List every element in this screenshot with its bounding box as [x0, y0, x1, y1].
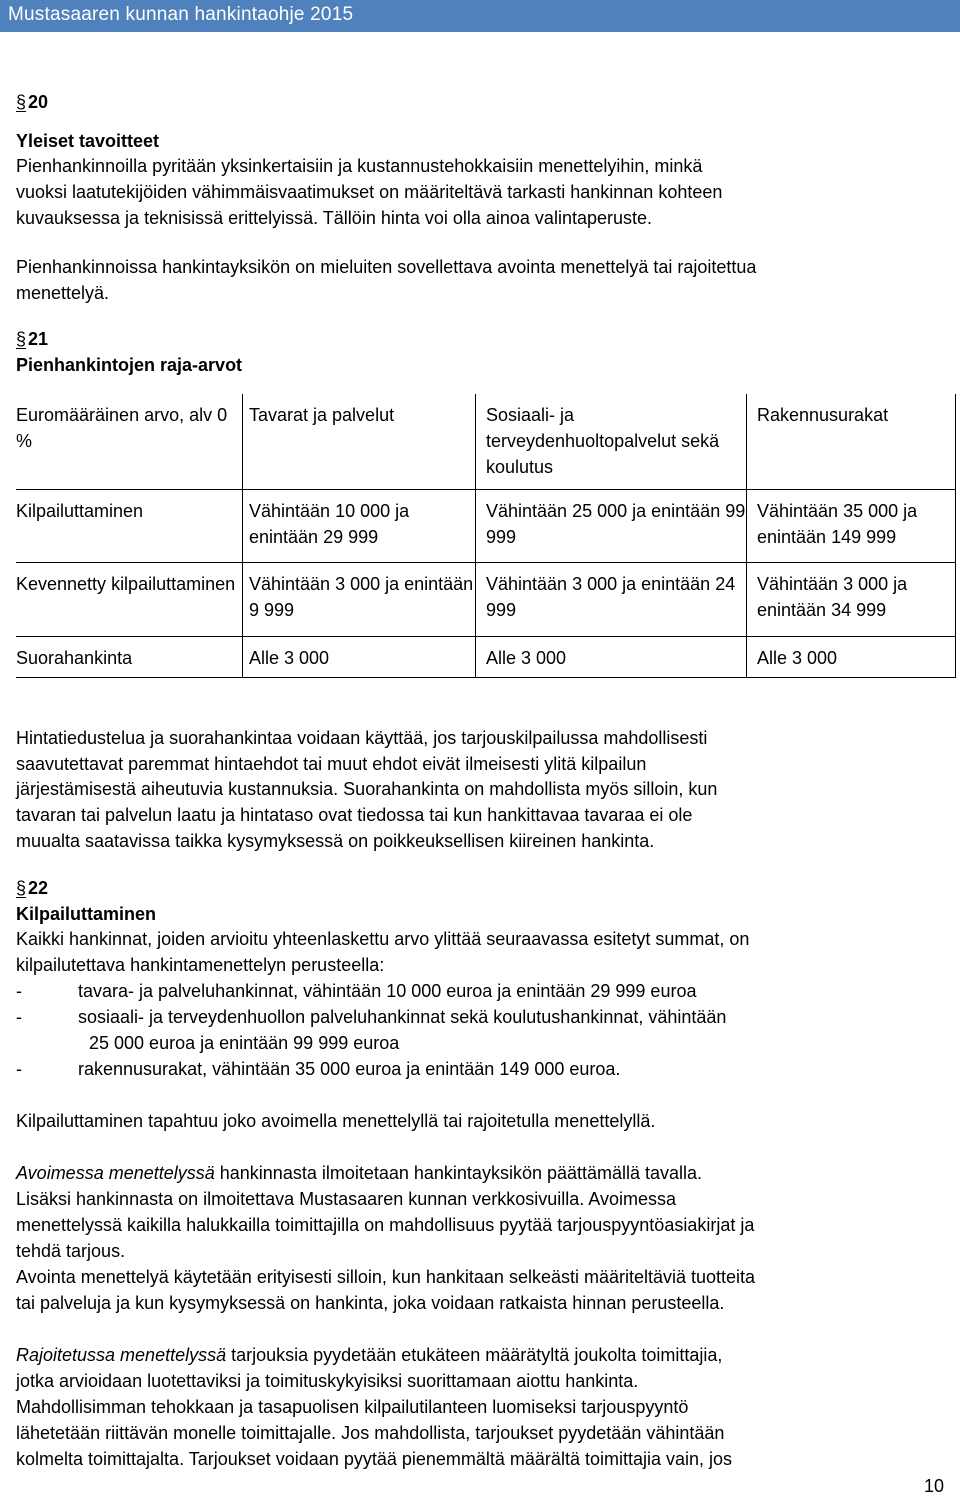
- section-symbol: §: [16, 92, 27, 112]
- threshold-table: [16, 394, 956, 678]
- table-cell: Sosiaali- ja terveydenhuoltopalvelut sekä koulutus: [476, 394, 747, 489]
- table-cell: Suorahankinta: [16, 636, 243, 677]
- paragraph-line: lähetetään riittävän monelle toimittajalle. Jos mahdollista, tarjoukset pyydetään vähintään: [16, 1423, 725, 1443]
- paragraph-line: Hintatiedustelua ja suorahankintaa voidaan käyttää, jos tarjouskilpailussa mahdollisesti: [16, 728, 708, 748]
- list-item-continuation: 25 000 euroa ja enintään 99 999 euroa: [89, 1033, 400, 1053]
- page-number: 10: [923, 1476, 944, 1496]
- section-20-text-line: Pienhankinnoissa hankintayksikön on mieluiten sovellettava avointa menettelyä tai rajoitettua: [16, 257, 757, 277]
- paragraph-line: jotka arvioidaan luotettaviksi ja toimituskykyisiksi suorittamaan aiottu hankinta.: [16, 1371, 639, 1391]
- document-header-bar: [0, 0, 960, 32]
- table-cell: Kevennetty kilpailuttaminen: [16, 562, 243, 636]
- paragraph-line: Lisäksi hankinnasta on ilmoitettava Mustasaaren kunnan verkkosivuilla. Avoimessa: [16, 1189, 677, 1209]
- list-dash: -: [16, 1059, 22, 1079]
- table-cell: Vähintään 3 000 ja enintään 34 999: [747, 562, 956, 636]
- section-20-text-line: kuvauksessa ja teknisissä erittelyissä. Tällöin hinta voi olla ainoa valintaperuste.: [16, 208, 653, 228]
- table-cell: Alle 3 000: [476, 636, 747, 677]
- paragraph-line: Kaikki hankinnat, joiden arvioitu yhteenlaskettu arvo ylittää seuraavassa esitetyt summat, on: [16, 929, 750, 949]
- section-symbol: §: [16, 878, 27, 898]
- paragraph-line: Avointa menettelyä käytetään erityisesti silloin, kun hankitaan selkeästi määriteltäviä tuotteita: [16, 1267, 756, 1287]
- paragraph-line: kolmelta toimittajalta. Tarjoukset voidaan pyytää pienemmältä määrältä toimittajia vain, jos: [16, 1449, 733, 1469]
- section-20-text-line: menettelyä.: [16, 283, 110, 303]
- paragraph-line: saavutettavat paremmat hintaehdot tai muut ehdot eivät ilmeisesti ylitä kilpailun: [16, 754, 647, 774]
- paragraph-line: Rajoitetussa menettelyssä tarjouksia pyydetään etukäteen määrätyltä joukolta toimittajia,: [16, 1345, 723, 1365]
- table-cell: Euromääräinen arvo, alv 0 %: [16, 394, 243, 489]
- table-cell: Alle 3 000: [747, 636, 956, 677]
- table-cell: Vähintään 25 000 ja enintään 99 999: [476, 489, 747, 562]
- paragraph-line: menettelyssä kaikilla halukkailla toimittajilla on mahdollisuus pyytää tarjouspyyntöasiakirjat ja: [16, 1215, 755, 1235]
- table-cell: Vähintään 3 000 ja enintään 24 999: [476, 562, 747, 636]
- list-item: - sosiaali- ja terveydenhuollon palveluhankinnat sekä koulutushankinnat, vähintään: [16, 1004, 726, 1030]
- paragraph-line: tai palveluja ja kun kysymyksessä on hankinta, joka voidaan ratkaista hinnan perusteella.: [16, 1293, 725, 1313]
- section-20-text-line: Pienhankinnoilla pyritään yksinkertaisiin ja kustannustehokkaisiin menettelyihin, minkä: [16, 156, 703, 176]
- section-20-heading: Yleiset tavoitteet: [16, 131, 160, 151]
- paragraph-line: Kilpailuttaminen tapahtuu joko avoimella menettelyllä tai rajoitetulla menettelyllä.: [16, 1111, 656, 1131]
- table-cell: Tavarat ja palvelut: [243, 394, 476, 489]
- paragraph-line: Avoimessa menettelyssä hankinnasta ilmoitetaan hankintayksikön päättämällä tavalla.: [16, 1163, 703, 1183]
- section-22-heading: Kilpailuttaminen: [16, 904, 157, 924]
- section-20-number: § 20: [16, 89, 48, 115]
- paragraph-line: Mahdollisimman tehokkaan ja tasapuolisen kilpailutilanteen luomiseksi tarjouspyyntö: [16, 1397, 689, 1417]
- section-21-number: § 21: [16, 326, 48, 352]
- section-20-text-line: vuoksi laatutekijöiden vähimmäisvaatimukset on määriteltävä tarkasti hankinnan kohteen: [16, 182, 723, 202]
- paragraph-line: järjestämisestä aiheutuvia kustannuksia. Suorahankinta on mahdollista myös silloin, kun: [16, 779, 718, 799]
- list-item: - rakennusurakat, vähintään 35 000 euroa ja enintään 149 000 euroa.: [16, 1056, 620, 1082]
- table-cell: Kilpailuttaminen: [16, 489, 243, 562]
- italic-term: Rajoitetussa menettelyssä: [16, 1345, 227, 1365]
- section-21-heading: Pienhankintojen raja-arvot: [16, 355, 243, 375]
- table-cell: Vähintään 35 000 ja enintään 149 999: [747, 489, 956, 562]
- italic-term: Avoimessa menettelyssä: [16, 1163, 215, 1183]
- list-dash: -: [16, 981, 22, 1001]
- paragraph-line: tehdä tarjous.: [16, 1241, 126, 1261]
- table-row: [16, 562, 956, 636]
- section-22-number: § 22: [16, 875, 48, 901]
- section-symbol: §: [16, 329, 27, 349]
- table-cell: Vähintään 3 000 ja enintään 9 999: [243, 562, 476, 636]
- paragraph-line: muualta saatavissa taikka kysymyksessä on poikkeuksellisen kiireinen hankinta.: [16, 831, 655, 851]
- table-row: [16, 489, 956, 562]
- document-header-title: Mustasaaren kunnan hankintaohje 2015: [8, 4, 354, 25]
- table-cell: Vähintään 10 000 ja enintään 29 999: [243, 489, 476, 562]
- paragraph-line: kilpailutettava hankintamenettelyn perusteella:: [16, 955, 385, 975]
- list-item: - tavara- ja palveluhankinnat, vähintään 10 000 euroa ja enintään 29 999 euroa: [16, 978, 696, 1004]
- table-cell: Rakennusurakat: [747, 394, 956, 489]
- table-cell: Alle 3 000: [243, 636, 476, 677]
- paragraph-line: tavaran tai palvelun laatu ja hintataso ovat tiedossa tai kun hankittavaa tavaraa ei ole: [16, 805, 693, 825]
- table-row: [16, 636, 956, 677]
- list-dash: -: [16, 1007, 22, 1027]
- table-row: [16, 394, 956, 489]
